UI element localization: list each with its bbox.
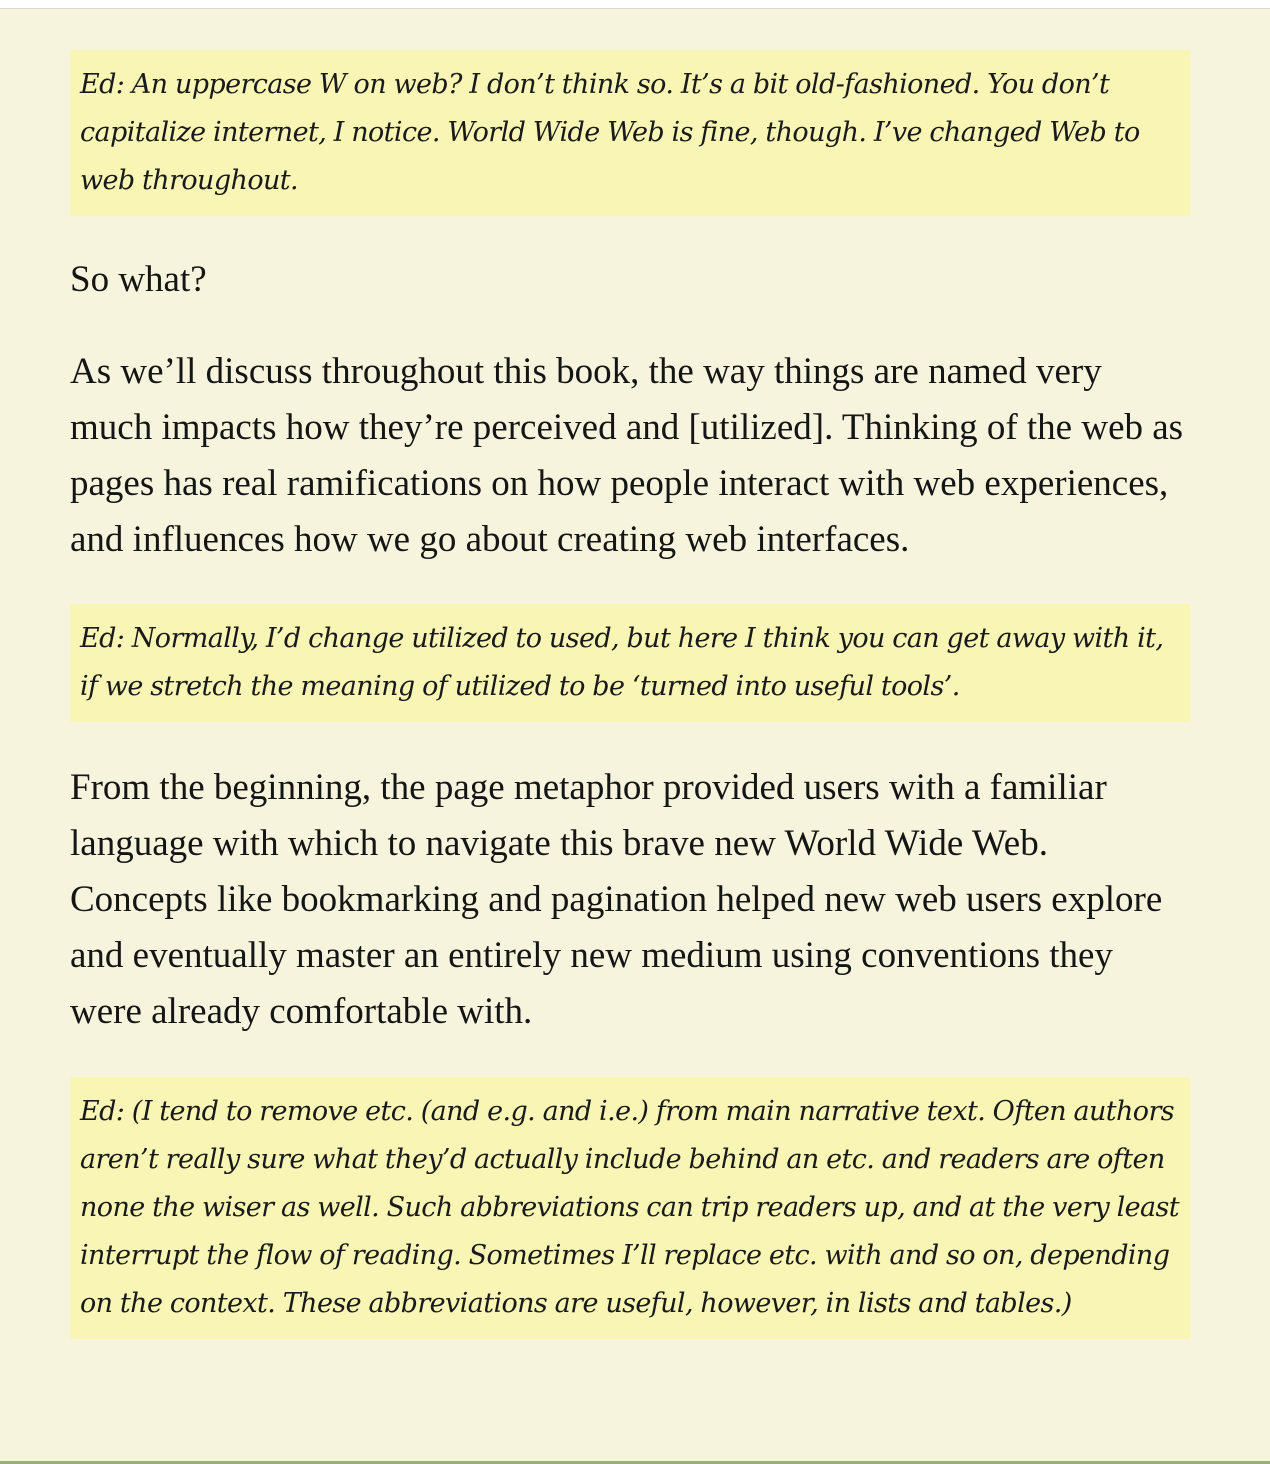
- document-body: [70, 50, 1190, 1339]
- editor-note: Ed: (I tend to remove etc. (and e.g. and i.e.) from main narrative text. Often authors aren’t really sure what they’d actually include behind an etc. and readers are often none the wiser as well. Such abbreviations can trip readers up, and at the very least interrupt the flow of reading. Sometimes I’ll replace etc. with and so on, depending on the context. These abbreviations are useful, however, in lists and tables.): [70, 1077, 1190, 1339]
- top-border: [0, 0, 1270, 9]
- paragraph: From the beginning, the page metaphor provided users with a familiar language with which to navigate this brave new World Wide Web. Concepts like bookmarking and pagination helped new web users explore and eventually master an entirely new medium using conventions they were already comfortable with.: [70, 767, 1163, 1032]
- paragraph: So what?: [70, 259, 207, 300]
- editor-note: Ed: An uppercase W on web? I don’t think so. It’s a bit old-fashioned. You don’t capitalize internet, I notice. World Wide Web is fine, though. I’ve changed Web to web throughout.: [70, 50, 1190, 216]
- paragraph: As we’ll discuss throughout this book, the way things are named very much impacts how they’re perceived and [utilized]. Thinking of the web as pages has real ramifications on how people interact with web experiences, and influences how we go about creating web interfaces.: [70, 351, 1184, 560]
- editor-note: Ed: Normally, I’d change utilized to used, but here I think you can get away with it, if we stretch the meaning of utilized to be ‘turned into useful tools’.: [70, 604, 1190, 722]
